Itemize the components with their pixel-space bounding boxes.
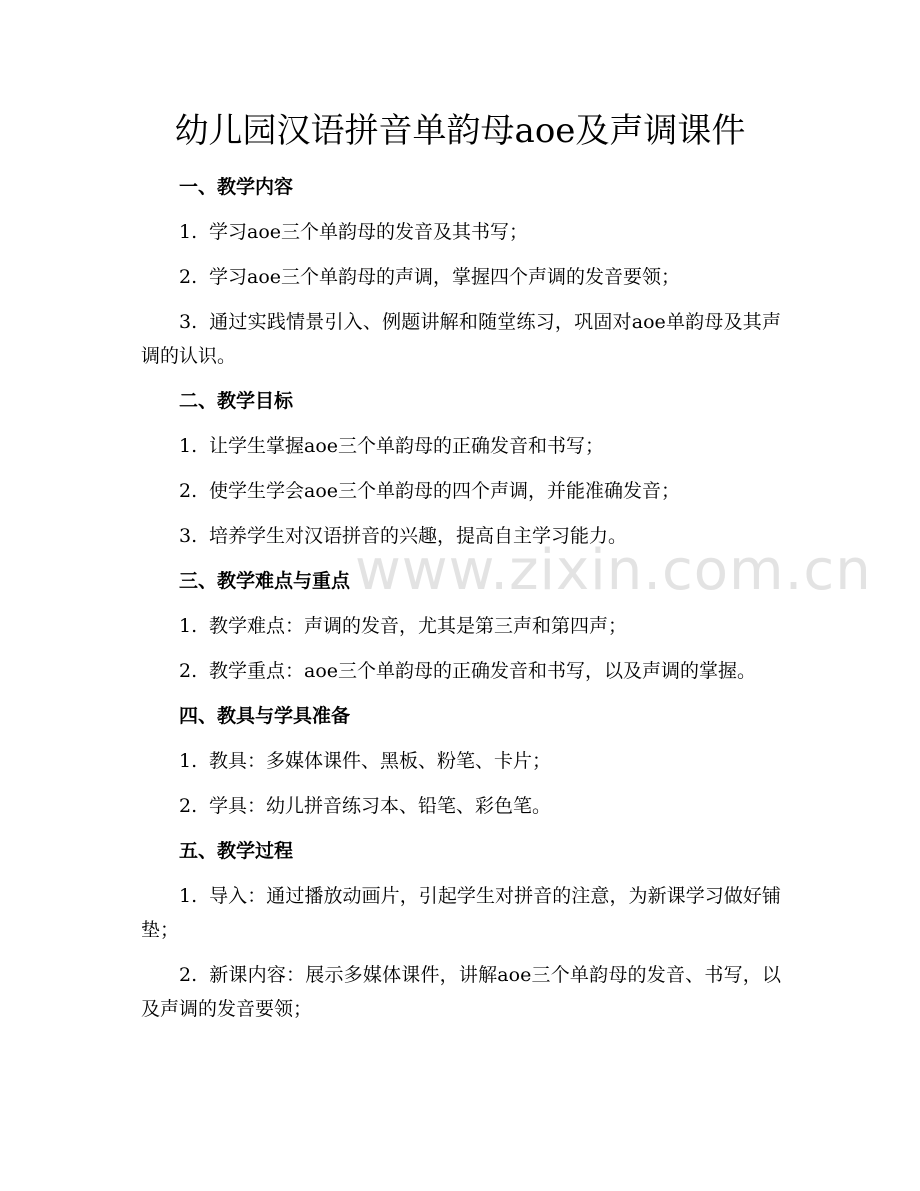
section-heading: 五、教学过程 [179,840,294,862]
list-item [141,474,781,508]
section-heading: 一、教学内容 [179,176,294,198]
list-item [141,744,781,778]
list-item [141,215,781,249]
list-item [141,609,781,643]
list-item [141,654,781,688]
list-item [141,879,781,947]
item-number: 3. [179,525,198,547]
list-item [141,260,781,294]
watermark: www.zixin.com.cn [355,538,872,603]
list-item [141,789,781,823]
item-text: 教学难点：声调的发音，尤其是第三声和第四声； [209,615,628,637]
list-item [141,958,781,1026]
item-text: 让学生掌握aoe三个单韵母的正确发音和书写； [209,435,605,457]
list-item [141,519,781,553]
item-text: 导入：通过播放动画片，引起学生对拼音的注意，为新课学习做好铺垫； [141,885,781,941]
item-number: 1. [179,885,198,907]
item-number: 3. [179,311,198,333]
item-number: 2. [179,964,198,986]
item-text: 教具：多媒体课件、黑板、粉笔、卡片； [209,750,552,772]
item-text: 培养学生对汉语拼音的兴趣，提高自主学习能力。 [209,525,628,547]
item-text: 新课内容：展示多媒体课件，讲解aoe三个单韵母的发音、书写，以及声调的发音要领； [141,964,781,1020]
section-heading: 四、教具与学具准备 [179,705,351,727]
item-text: 教学重点：aoe三个单韵母的正确发音和书写，以及声调的掌握。 [209,660,757,682]
item-text: 使学生学会aoe三个单韵母的四个声调，并能准确发音； [209,480,681,502]
item-text: 学具：幼儿拼音练习本、铅笔、彩色笔。 [209,795,552,817]
page-title: 幼儿园汉语拼音单韵母aoe及声调课件 [174,111,746,151]
item-text: 通过实践情景引入、例题讲解和随堂练习，巩固对aoe单韵母及其声调的认识。 [141,311,781,367]
item-number: 2. [179,660,198,682]
item-number: 2. [179,795,198,817]
item-number: 1. [179,435,198,457]
list-item [141,305,781,373]
item-number: 2. [179,480,198,502]
item-number: 2. [179,266,198,288]
item-text: 学习aoe三个单韵母的声调，掌握四个声调的发音要领； [209,266,681,288]
item-number: 1. [179,750,198,772]
item-number: 1. [179,221,198,243]
item-number: 1. [179,615,198,637]
section-heading: 二、教学目标 [179,390,294,412]
document-body [141,170,781,1037]
list-item [141,429,781,463]
item-text: 学习aoe三个单韵母的发音及其书写； [209,221,529,243]
section-heading: 三、教学难点与重点 [179,570,351,592]
